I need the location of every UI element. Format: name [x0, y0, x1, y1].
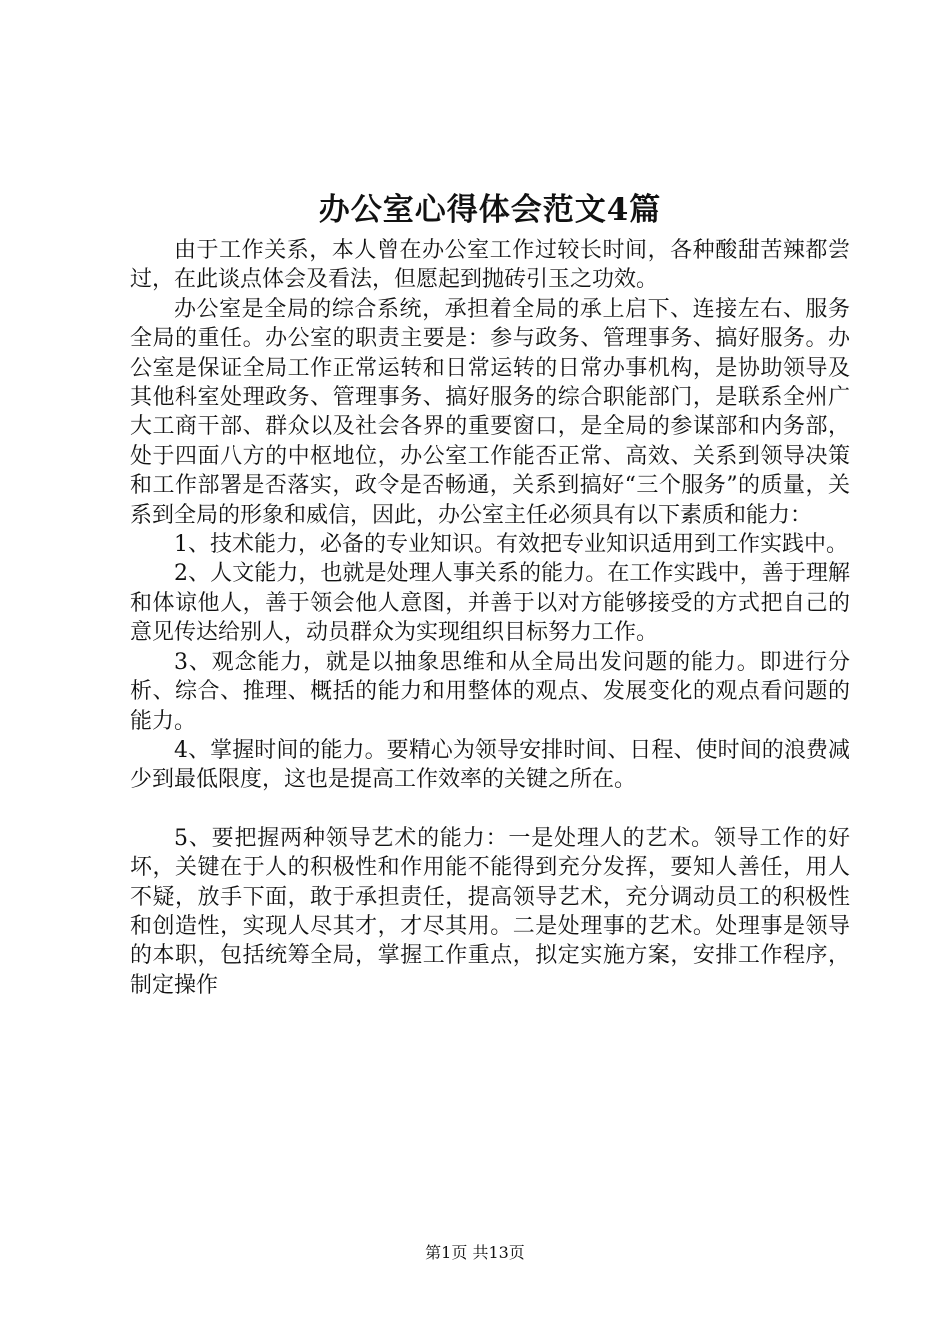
paragraph-point-2: 2、人文能力，也就是处理人事关系的能力。在工作实践中，善于理解和体谅他人，善于领会他人意图，并善于以对方能够接受的方式把自己的意见传达给别人，动员群众为实现组织目标努力工作。 — [130, 561, 850, 646]
paragraph-point-4: 4、掌握时间的能力。要精心为领导安排时间、日程、使时间的浪费减少到最低限度，这也是提高工作效率的关键之所在。 — [130, 737, 850, 793]
paragraph-point-3: 3、观念能力，就是以抽象思维和从全局出发问题的能力。即进行分析、综合、推理、概括的能力和用整体的观点、发展变化的观点看问题的能力。 — [130, 649, 850, 734]
page-footer: 第1页 共13页 — [425, 1243, 525, 1262]
document-title: 办公室心得体会范文4篇 — [318, 192, 662, 228]
paragraph-point-5: 5、要把握两种领导艺术的能力：一是处理人的艺术。领导工作的好坏，关键在于人的积极性和作用能不能得到充分发挥，要知人善任，用人不疑，放手下面，敢于承担责任，提高领导艺术，充分调动员工的积极性和创造性，实现人尽其才，才尽其用。二是处理事的艺术。处理事是领导的本职，包括统筹全局，掌握工作重点，拟定实施方案，安排工作程序，制定操作 — [130, 825, 850, 998]
document-page — [130, 190, 850, 1000]
paragraph-intro: 由于工作关系，本人曾在办公室工作过较长时间，各种酸甜苦辣都尝过，在此谈点体会及看法，但愿起到抛砖引玉之功效。 — [130, 238, 850, 293]
paragraph-point-1: 1、技术能力，必备的专业知识。有效把专业知识适用到工作实践中。 — [174, 532, 848, 558]
paragraph-office-role: 办公室是全局的综合系统，承担着全局的承上启下、连接左右、服务全局的重任。办公室的职责主要是：参与政务、管理事务、搞好服务。办公室是保证全局工作正常运转和日常运转的日常办事机构，是协助领导及其他科室处理政务、管理事务、搞好服务的综合职能部门，是联系全州广大工商干部、群众以及社会各界的重要窗口，是全局的参谋部和内务部，处于四面八方的中枢地位，办公室工作能否正常、高效、关系到领导决策和工作部署是否落实，政令是否畅通，关系到搞好“三个服务”的质量，关系到全局的形象和威信，因此，办公室主任必须具有以下素质和能力： — [130, 296, 850, 528]
